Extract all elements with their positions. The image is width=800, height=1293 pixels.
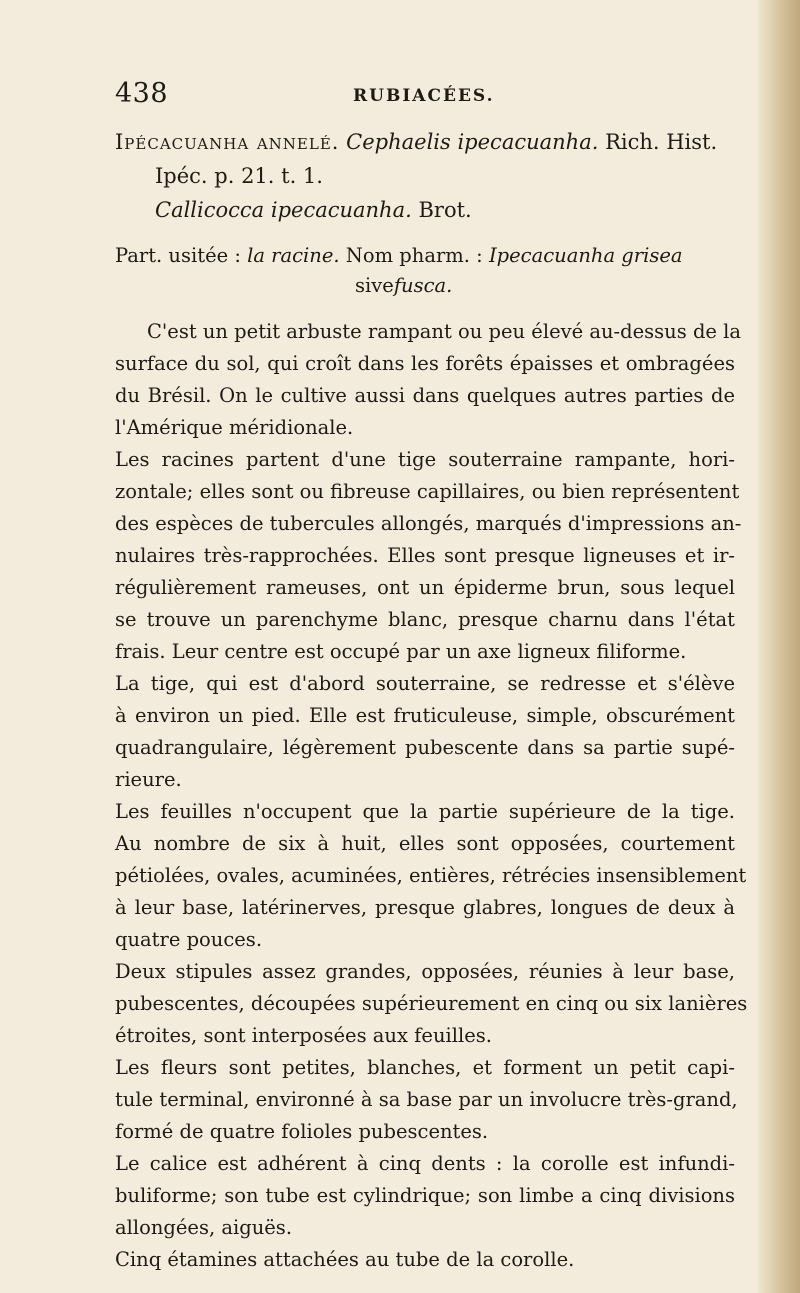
body-line: pétiolées, ovales, acuminées, entières, rétrécies insensiblement: [115, 864, 747, 887]
synonym-author: Brot.: [418, 198, 472, 222]
body-line: Les fleurs sont petites, blanches, et forment un petit capi-: [115, 1056, 735, 1079]
pharm-name-label: Nom pharm. :: [345, 244, 483, 267]
body-line: Au nombre de six à huit, elles sont opposées, courtement: [115, 832, 735, 855]
body-line: du Brésil. On le cultive aussi dans quelques autres parties de: [115, 384, 735, 407]
body-line: C'est un petit arbuste rampant ou peu élevé au-dessus de la: [147, 320, 742, 343]
body-line: quatre pouces.: [115, 928, 263, 951]
body-line: rieure.: [115, 768, 182, 791]
body-line: Les feuilles n'occupent que la partie supérieure de la tige.: [115, 800, 735, 823]
body-line: se trouve un parenchyme blanc, presque charnu dans l'état: [115, 608, 735, 631]
body-line: des espèces de tubercules allongés, marqués d'impressions an-: [115, 512, 742, 535]
body-line: Cinq étamines attachées au tube de la corolle.: [115, 1248, 575, 1271]
body-line: allongées, aiguës.: [115, 1216, 293, 1239]
synonym-line: [155, 196, 472, 224]
reference-continued: Ipéc. p. 21. t. 1.: [155, 164, 323, 188]
latin-name: Cephaelis ipecacuanha.: [346, 130, 599, 154]
body-line: pubescentes, découpées supérieurement en cinq ou six lanières: [115, 992, 748, 1015]
part-used-line: [115, 242, 683, 270]
part-value: la racine.: [247, 244, 340, 267]
body-line: nulaires très-rapprochées. Elles sont presque ligneuses et ir-: [115, 544, 735, 567]
reference: Rich. Hist.: [605, 130, 718, 154]
body-line: à leur base, latérinerves, presque glabres, longues de deux à: [115, 896, 735, 919]
pharm-name-value: Ipecacuanha grisea: [488, 244, 683, 267]
body-line: frais. Leur centre est occupé par un axe ligneux filiforme.: [115, 640, 687, 663]
page-edge-shadow: [758, 0, 800, 1293]
synonym-latin: Callicocca ipecacuanha.: [155, 198, 412, 222]
body-line: La tige, qui est d'abord souterraine, se redresse et s'élève: [115, 672, 735, 695]
fusca-word: fusca.: [393, 274, 453, 297]
common-name: Ipécacuanha annelé.: [115, 130, 340, 154]
part-label: Part. usitée :: [115, 244, 241, 267]
body-line: surface du sol, qui croît dans les forêts épaisses et ombragées: [115, 352, 735, 375]
body-line: Le calice est adhérent à cinq dents : la corolle est infundi-: [115, 1152, 735, 1175]
sive-fusca-line: [355, 272, 452, 300]
body-line: quadrangulaire, légèrement pubescente dans sa partie supé-: [115, 736, 735, 759]
body-line: buliforme; son tube est cylindrique; son limbe a cinq divisions: [115, 1184, 735, 1207]
body-line: étroites, sont interposées aux feuilles.: [115, 1024, 492, 1047]
entry-title-line: [115, 128, 717, 156]
body-line: à environ un pied. Elle est fruticuleuse, simple, obscurément: [115, 704, 735, 727]
body-line: formé de quatre folioles pubescentes.: [115, 1120, 489, 1143]
body-line: régulièrement rameuses, ont un épiderme brun, sous lequel: [115, 576, 735, 599]
body-line: Les racines partent d'une tige souterraine rampante, hori-: [115, 448, 735, 471]
body-line: zontale; elles sont ou fibreuse capillaires, ou bien représentent: [115, 480, 740, 503]
running-title: RUBIACÉES.: [353, 86, 495, 106]
body-line: l'Amérique méridionale.: [115, 416, 354, 439]
sive-word: sive: [355, 274, 394, 297]
species-entry: [115, 0, 748, 1293]
page-number: 438: [115, 78, 169, 109]
body-line: tule terminal, environné à sa base par un involucre très-grand,: [115, 1088, 738, 1111]
body-line: Deux stipules assez grandes, opposées, réunies à leur base,: [115, 960, 735, 983]
